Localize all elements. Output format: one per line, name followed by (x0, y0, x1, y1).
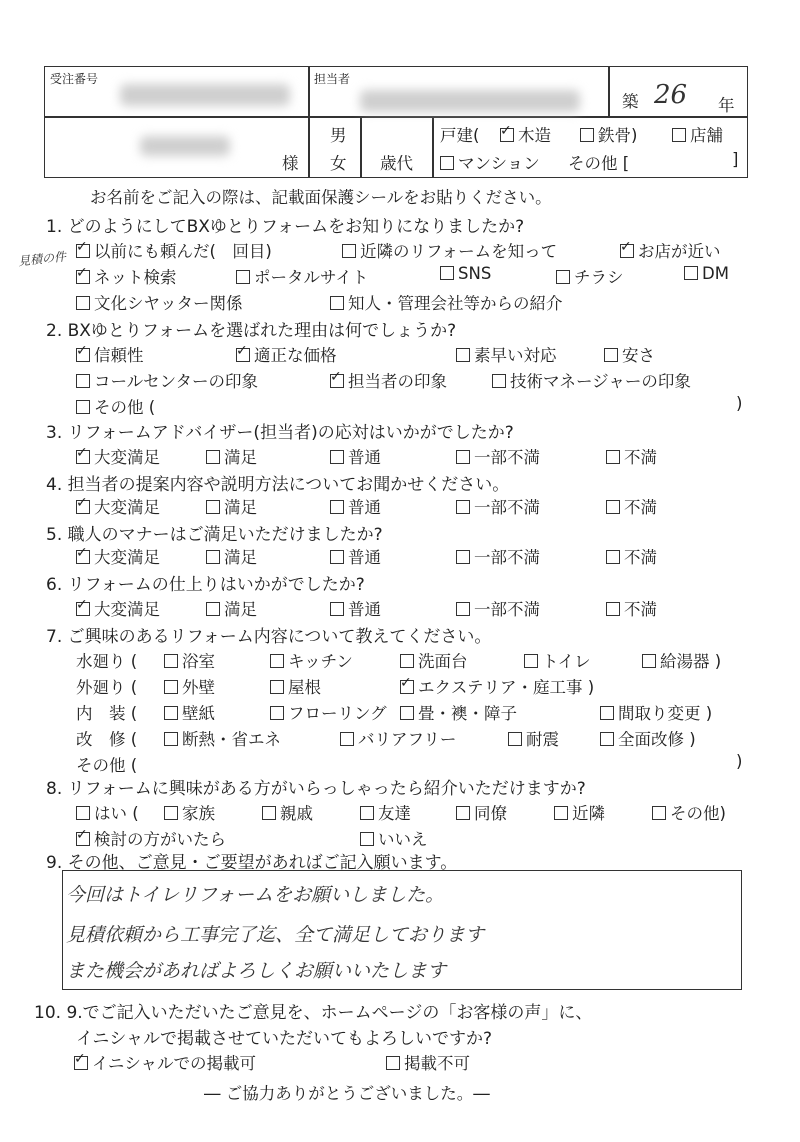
q7-option[interactable] (270, 648, 353, 672)
margin-note: 見積の件 (17, 249, 67, 269)
check-mark: ✓ (76, 239, 88, 255)
rating-option[interactable] (456, 494, 540, 518)
q8-yes-suboption[interactable] (262, 800, 313, 824)
check-mark: ✓ (76, 265, 88, 281)
checkbox[interactable] (76, 374, 90, 388)
checkbox[interactable] (206, 550, 220, 564)
divider (308, 66, 310, 178)
option-label: 普通 (348, 600, 381, 619)
comment-line-2: 見積依頼から工事完了迄、全て満足しております (66, 924, 485, 946)
q1-option[interactable] (620, 238, 721, 262)
q8-consider-option[interactable] (76, 826, 226, 850)
checkbox[interactable] (606, 500, 620, 514)
q2-option[interactable] (330, 368, 447, 392)
checkbox[interactable] (604, 348, 618, 362)
q7-option[interactable] (164, 726, 281, 750)
check-mark: ✓ (400, 675, 412, 691)
q3-title: 3. リフォームアドバイザー(担当者)の応対はいかがでしたか? (46, 423, 514, 443)
q8-yes-suboption[interactable] (554, 800, 605, 824)
comment-line-1: 今回はトイレリフォームをお願いしました。 (66, 884, 445, 906)
checkbox[interactable] (76, 445, 90, 464)
checkbox[interactable] (600, 732, 614, 746)
option-label: 耐震 (526, 730, 559, 749)
checkbox[interactable] (330, 550, 344, 564)
option-label: ポータルサイト (254, 268, 369, 287)
option-label: SNS (458, 264, 492, 283)
option-label: 屋根 (288, 678, 321, 697)
checkbox[interactable] (508, 732, 522, 746)
redacted-order-no (120, 84, 290, 106)
option-label: 以前にも頼んだ( 回目) (94, 242, 272, 261)
option-label: 洗面台 (418, 652, 468, 671)
checkbox[interactable] (642, 654, 656, 668)
q1-option[interactable] (556, 264, 624, 288)
option-label: トイレ (542, 652, 591, 671)
option-label: 安さ (622, 346, 655, 365)
option-label: 一部不満 (474, 600, 540, 619)
option-label: 満足 (224, 498, 257, 517)
option-label: 大変満足 (94, 548, 160, 567)
checkbox[interactable] (206, 450, 220, 464)
q10-line2: イニシャルで掲載させていただいてもよろしいですか? (76, 1029, 493, 1049)
checkbox[interactable] (556, 270, 570, 284)
notice: お名前をご記入の際は、記載面保護シールをお貼りください。 (90, 188, 552, 207)
rating-option[interactable] (76, 596, 160, 620)
option-label: 素早い対応 (474, 346, 557, 365)
checkbox[interactable] (684, 266, 698, 280)
checkbox[interactable] (554, 806, 568, 820)
checkbox[interactable] (456, 806, 470, 820)
option-label: 給湯器 ) (660, 652, 722, 671)
checkbox[interactable] (606, 550, 620, 564)
q10-ng-option[interactable]: 掲載不可 (386, 1050, 470, 1074)
q8-yes-suboption[interactable] (456, 800, 507, 824)
option-label: チラシ (574, 268, 624, 287)
checkbox[interactable] (342, 244, 356, 258)
check-mark: ✓ (76, 343, 88, 359)
q8-no-option[interactable] (360, 826, 428, 850)
order-no-label: 受注番号 (50, 72, 99, 86)
q8-title: 8. リフォームに興味がある方がいらっしゃったら紹介いただけますか? (46, 779, 586, 799)
rating-option[interactable] (206, 544, 257, 568)
redacted-customer-name (140, 136, 230, 156)
checkbox[interactable] (492, 374, 506, 388)
option-label: 親戚 (280, 804, 313, 823)
q7-row-head: 水廻り ( (76, 652, 138, 671)
option-label: 大変満足 (94, 498, 160, 517)
divider (432, 116, 434, 178)
option-label: キッチン (288, 652, 353, 671)
rating-option[interactable] (606, 494, 657, 518)
divider (44, 116, 748, 118)
q7-option[interactable] (400, 700, 517, 724)
option-label: バリアフリー (358, 730, 457, 749)
q7-option[interactable] (400, 674, 594, 698)
checkbox[interactable] (206, 500, 220, 514)
check-mark: ✓ (330, 369, 342, 385)
rating-option[interactable] (76, 494, 160, 518)
checkbox[interactable] (76, 597, 90, 616)
rating-option[interactable] (76, 544, 160, 568)
q7-row-head: その他 ( (76, 756, 138, 775)
option-label: ネット検索 (94, 268, 177, 287)
built-years: 26 (654, 80, 688, 110)
wood-option[interactable]: ✓ 木造 (500, 123, 551, 145)
q1-option[interactable] (342, 238, 557, 262)
q8-yes-suboption[interactable] (360, 800, 411, 824)
option-label: 一部不満 (474, 548, 540, 567)
rating-option[interactable] (206, 494, 257, 518)
q7-option[interactable] (270, 700, 387, 724)
checkbox[interactable] (360, 806, 374, 820)
q7-row-head: 外廻り ( (76, 678, 138, 697)
checkbox[interactable] (270, 680, 284, 694)
q7-option[interactable] (340, 726, 456, 750)
option-label: 満足 (224, 600, 257, 619)
option-label: 不満 (624, 498, 657, 517)
q2-option[interactable] (456, 342, 557, 366)
q7-other-close: ) (736, 752, 743, 771)
rating-option[interactable] (606, 544, 657, 568)
q4-title: 4. 担当者の提案内容や説明方法についてお聞かせください。 (46, 475, 510, 495)
q8-yes-suboption[interactable] (164, 800, 215, 824)
option-label: 普通 (348, 498, 381, 517)
option-label: 不満 (624, 600, 657, 619)
age-label: 歳代 (380, 154, 413, 173)
option-label: 一部不満 (474, 498, 540, 517)
option-label: 大変満足 (94, 448, 160, 467)
option-label: はい ( (94, 804, 139, 823)
checkbox[interactable] (400, 706, 414, 720)
option-label: その他) (670, 804, 726, 823)
mansion-option[interactable]: マンション (440, 150, 540, 174)
rating-option[interactable] (456, 544, 540, 568)
option-label: 担当者の印象 (348, 372, 447, 391)
q7-option[interactable] (400, 648, 468, 672)
option-label: 家族 (182, 804, 215, 823)
q8-yes-option[interactable] (76, 800, 139, 824)
house-type-label: 戸建( (440, 126, 480, 145)
checkbox[interactable] (76, 296, 90, 310)
option-label: 満足 (224, 448, 257, 467)
checkbox[interactable] (76, 265, 90, 284)
divider (360, 116, 362, 178)
option-label: 同僚 (474, 804, 507, 823)
option-label: その他 ( (94, 398, 156, 417)
option-label: 知人・管理会社等からの紹介 (348, 294, 563, 313)
built-suffix: 年 (718, 96, 735, 115)
checkbox[interactable] (76, 545, 90, 564)
sama-label: 様 (282, 154, 299, 173)
checkbox[interactable] (400, 654, 414, 668)
option-label: 信頼性 (94, 346, 144, 365)
rating-option[interactable] (330, 494, 381, 518)
checkbox[interactable] (456, 348, 470, 362)
q10-ok-option[interactable]: ✓ イニシャルでの掲載可 (74, 1051, 257, 1073)
divider (608, 66, 610, 117)
footer-thanks: ― ご協力ありがとうございました。― (204, 1084, 490, 1103)
female-label: 女 (330, 154, 347, 173)
option-label: 外壁 (182, 678, 215, 697)
other-close: ] (732, 150, 739, 169)
q1-option[interactable] (330, 290, 563, 314)
option-label: 畳・襖・障子 (418, 704, 517, 723)
other-house-type: その他 [ (568, 154, 630, 173)
option-label: 全面改修 ) (618, 730, 696, 749)
rating-option[interactable] (330, 544, 381, 568)
q7-title: 7. ご興味のあるリフォーム内容について教えてください。 (46, 627, 492, 647)
checkbox[interactable] (606, 450, 620, 464)
store-option[interactable]: 店舗 (672, 122, 723, 146)
checkbox[interactable] (270, 654, 284, 668)
q2-title: 2. BXゆとりフォームを選ばれた理由は何でしょうか? (46, 321, 457, 341)
option-label: いいえ (378, 830, 428, 849)
q9-title: 9. その他、ご意見・ご要望があればご記入願います。 (46, 853, 458, 873)
q1-title: 1. どのようにしてBXゆとりフォームをお知りになりましたか? (46, 217, 525, 237)
q1-option[interactable] (76, 238, 272, 262)
checkbox[interactable] (206, 602, 220, 616)
q2-option[interactable] (604, 342, 655, 366)
option-label: 不満 (624, 548, 657, 567)
q7-row-head: 改 修 ( (76, 730, 138, 749)
option-label: 断熱・省エネ (182, 730, 281, 749)
q10-line1: 10. 9.でご記入いただいたご意見を、ホームページの「お客様の声」に、 (34, 1003, 593, 1023)
q7-option[interactable] (270, 674, 321, 698)
option-label: コールセンターの印象 (94, 372, 259, 391)
option-label: お店が近い (638, 242, 721, 261)
q2-option[interactable] (236, 342, 337, 366)
option-label: 近隣 (572, 804, 605, 823)
q1-option[interactable] (76, 264, 177, 288)
check-mark: ✓ (236, 343, 248, 359)
q2-other-close: ) (736, 394, 743, 413)
checkbox[interactable] (456, 450, 470, 464)
checkbox[interactable] (330, 369, 344, 388)
checkbox[interactable] (76, 495, 90, 514)
q7-row-head: 内 装 ( (76, 704, 138, 723)
check-mark: ✓ (76, 445, 88, 461)
rating-option[interactable] (606, 596, 657, 620)
checkbox[interactable] (600, 706, 614, 720)
redacted-staff-name (360, 90, 580, 112)
option-label: 不満 (624, 448, 657, 467)
checkbox[interactable] (76, 239, 90, 258)
option-label: 間取り変更 ) (618, 704, 713, 723)
q8-yes-suboption[interactable] (652, 800, 726, 824)
option-label: 検討の方がいたら (94, 830, 226, 849)
check-mark: ✓ (76, 545, 88, 561)
steel-option[interactable]: 鉄骨) (580, 122, 637, 146)
q7-option[interactable] (164, 674, 215, 698)
checkbox[interactable] (76, 400, 90, 414)
q6-title: 6. リフォームの仕上りはいかがでしたか? (46, 575, 365, 595)
checkbox[interactable] (164, 806, 178, 820)
rating-option[interactable] (456, 444, 540, 468)
option-label: フローリング (288, 704, 387, 723)
q1-option[interactable] (684, 264, 729, 283)
q2-option[interactable] (76, 368, 258, 392)
checkbox[interactable] (620, 239, 634, 258)
checkbox[interactable] (164, 680, 178, 694)
rating-option[interactable] (76, 444, 160, 468)
rating-option[interactable] (330, 596, 381, 620)
q2-option[interactable] (492, 368, 691, 392)
checkbox[interactable] (524, 654, 538, 668)
checkbox[interactable] (330, 602, 344, 616)
checkbox[interactable] (164, 654, 178, 668)
checkbox[interactable] (360, 832, 374, 846)
checkbox[interactable] (236, 270, 250, 284)
rating-option[interactable] (606, 444, 657, 468)
q7-option[interactable] (600, 700, 712, 724)
q2-option[interactable] (76, 342, 144, 366)
q7-option[interactable] (524, 648, 591, 672)
q7-option[interactable] (164, 648, 215, 672)
checkbox[interactable] (652, 806, 666, 820)
rating-option[interactable] (330, 444, 381, 468)
check-mark: ✓ (76, 597, 88, 613)
checkbox[interactable] (456, 500, 470, 514)
checkbox[interactable] (456, 550, 470, 564)
option-label: 適正な価格 (254, 346, 337, 365)
option-label: 文化シヤッター関係 (94, 294, 243, 313)
checkbox[interactable] (400, 675, 414, 694)
q7-option[interactable] (164, 700, 215, 724)
checkbox[interactable] (456, 602, 470, 616)
checkbox[interactable] (164, 732, 178, 746)
checkbox[interactable] (236, 343, 250, 362)
option-label: DM (702, 264, 729, 283)
option-label: 普通 (348, 448, 381, 467)
q1-option[interactable] (440, 264, 491, 283)
check-mark: ✓ (76, 827, 88, 843)
checkbox[interactable] (330, 450, 344, 464)
option-label: 普通 (348, 548, 381, 567)
checkbox[interactable] (164, 706, 178, 720)
rating-option[interactable] (456, 596, 540, 620)
option-label: 満足 (224, 548, 257, 567)
option-label: 一部不満 (474, 448, 540, 467)
option-label: 大変満足 (94, 600, 160, 619)
checkbox[interactable] (76, 827, 90, 846)
checkbox[interactable] (330, 296, 344, 310)
comment-line-3: また機会があればよろしくお願いいたします (66, 960, 447, 982)
q7-option[interactable] (642, 648, 721, 672)
q5-title: 5. 職人のマナーはご満足いただけましたか? (46, 525, 383, 545)
option-label: 近隣のリフォームを知って (360, 242, 558, 261)
checkbox[interactable] (76, 343, 90, 362)
rating-option[interactable] (206, 596, 257, 620)
option-label: 友達 (378, 804, 411, 823)
option-label: 壁紙 (182, 704, 215, 723)
check-mark: ✓ (76, 495, 88, 511)
checkbox[interactable] (330, 500, 344, 514)
built-prefix: 築 (622, 92, 639, 111)
q1-option[interactable] (76, 290, 243, 314)
checkbox[interactable] (340, 732, 354, 746)
option-label: 浴室 (182, 652, 215, 671)
checkbox[interactable] (270, 706, 284, 720)
checkbox[interactable] (606, 602, 620, 616)
q7-option[interactable] (600, 726, 696, 750)
checkbox[interactable] (440, 266, 454, 280)
q1-option[interactable] (236, 264, 368, 288)
check-mark: ✓ (620, 239, 632, 255)
option-label: 技術マネージャーの印象 (510, 372, 691, 391)
checkbox[interactable] (262, 806, 276, 820)
male-label: 男 (330, 126, 347, 145)
staff-label: 担当者 (314, 72, 351, 86)
rating-option[interactable] (206, 444, 257, 468)
option-label: エクステリア・庭工事 ) (418, 678, 595, 697)
q7-option[interactable] (508, 726, 559, 750)
q2-option[interactable] (76, 394, 155, 418)
checkbox[interactable] (76, 806, 90, 820)
